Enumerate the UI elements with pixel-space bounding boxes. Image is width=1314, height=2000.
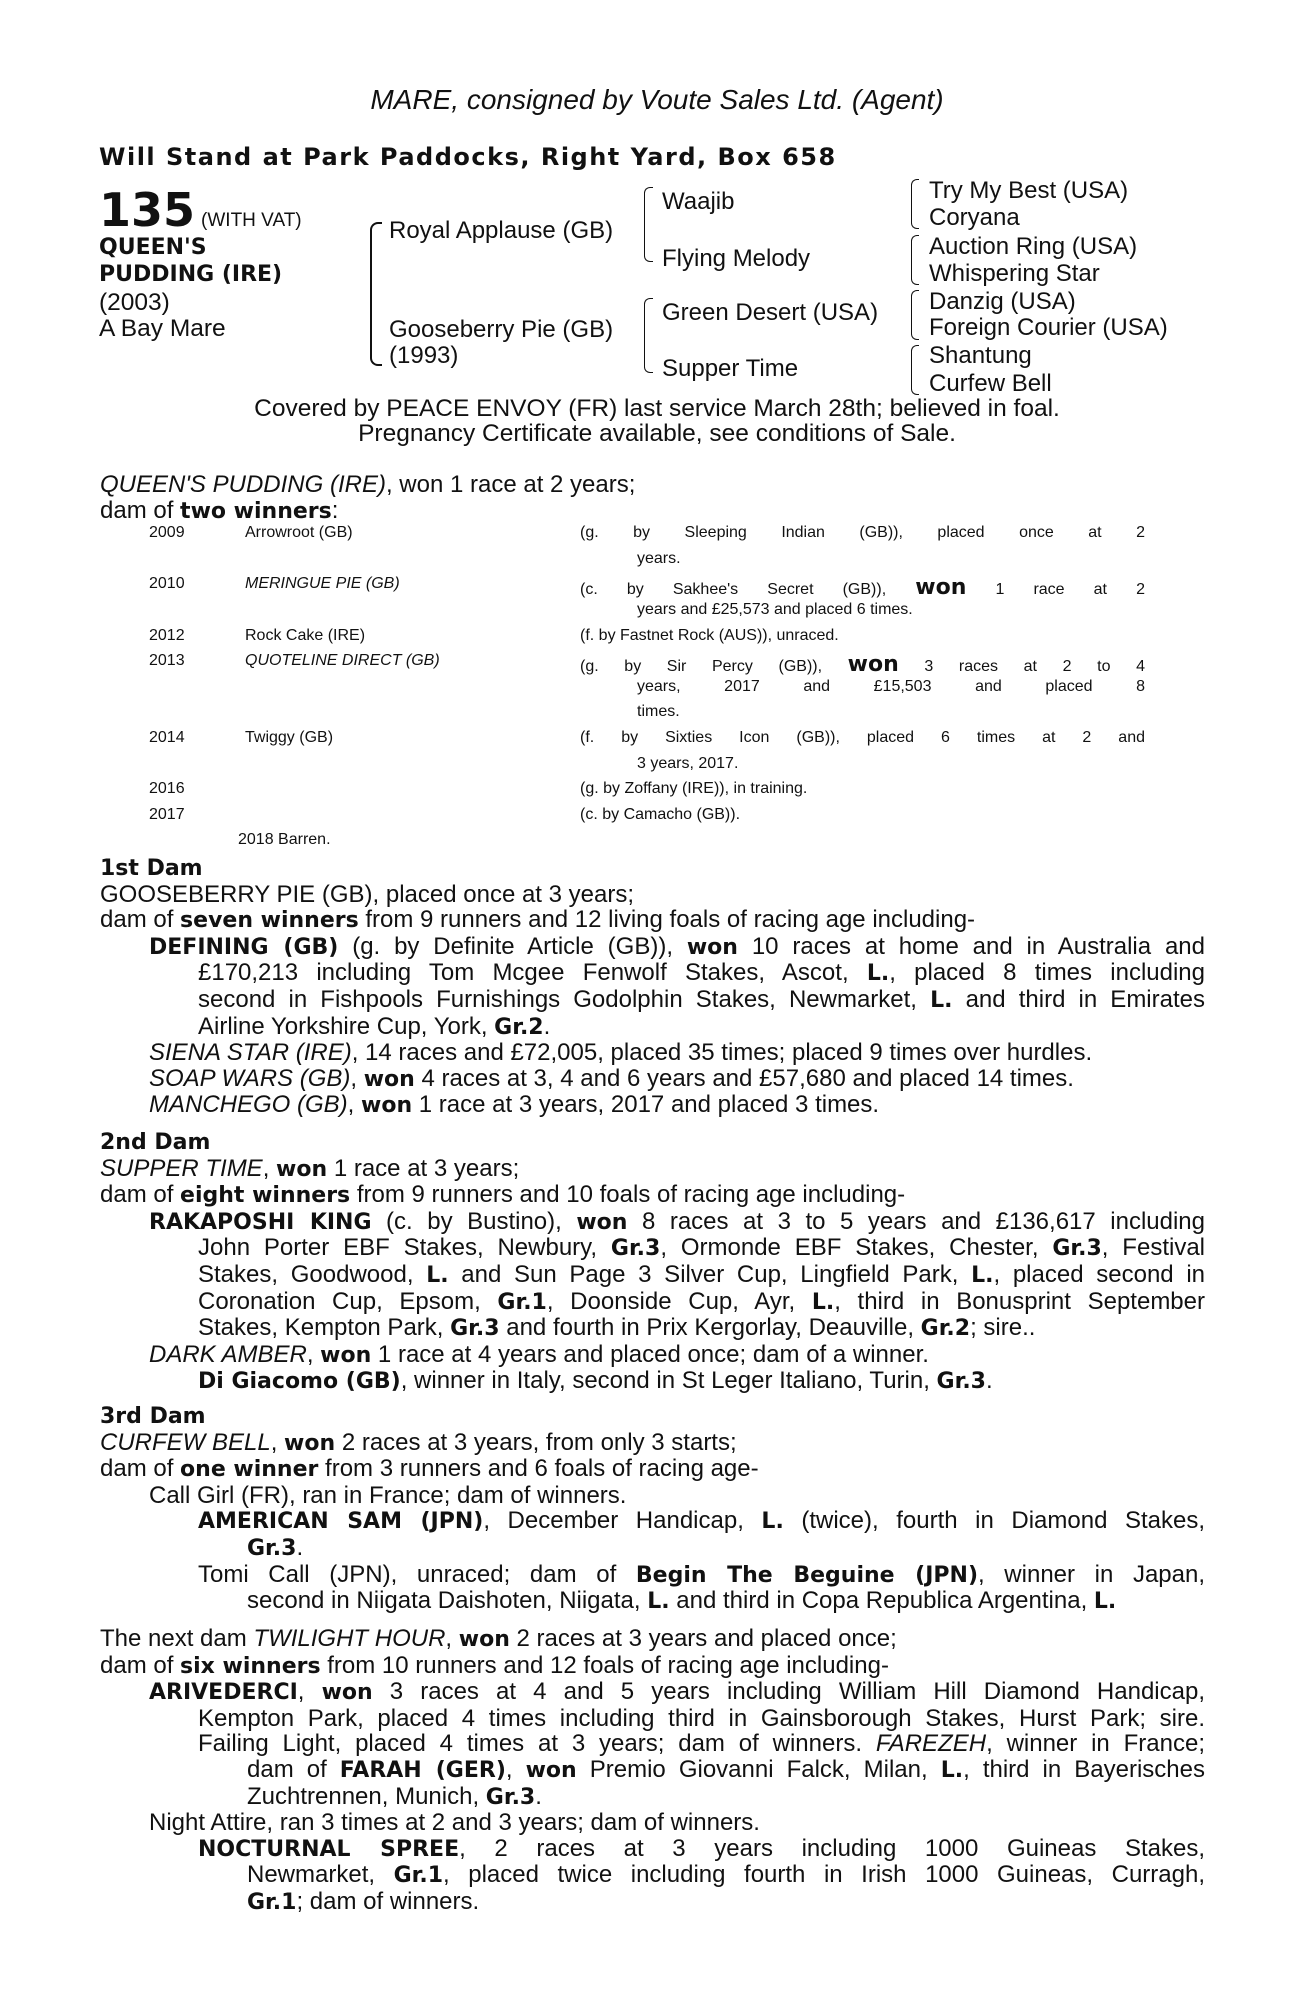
- pedigree-sdd: Whispering Star: [929, 260, 1100, 287]
- next-dam-night-attire: Night Attire, ran 3 times at 2 and 3 years; dam of winners.: [149, 1809, 760, 1837]
- second-dam-rakaposhi-cont: Stakes, Goodwood, L. and Sun Page 3 Silver Cup, Lingfield Park, L., placed second in: [198, 1260, 1206, 1288]
- produce-row: 2012 Rock Cake (IRE) (f. by Fastnet Rock (AUS)), unraced.: [149, 626, 839, 644]
- pedigree-sss: Try My Best (USA): [929, 177, 1129, 204]
- third-dam-american-sam: AMERICAN SAM (JPN), December Handicap, L. (twice), fourth in Diamond Stakes,: [198, 1507, 1206, 1535]
- pedigree-dss: Danzig (USA): [929, 288, 1076, 315]
- consignment-heading: MARE, consigned by Voute Sales Ltd. (Agent): [370, 84, 944, 115]
- pedigree-ss: Waajib: [662, 188, 735, 215]
- stand-location: Will Stand at Park Paddocks, Right Yard, Box 658: [99, 143, 837, 171]
- pregnancy-note: Pregnancy Certificate available, see conditions of Sale.: [358, 420, 956, 447]
- first-dam-section: [100, 856, 1205, 1119]
- produce-row: 2014 Twiggy (GB) (f. by Sixties Icon (GB)), placed 6 times at 2 and: [149, 728, 1145, 746]
- first-dam-heading: 1st Dam: [100, 856, 203, 881]
- produce-row-cont: 3 years, 2017.: [637, 754, 739, 772]
- pedigree-bracket: [911, 290, 919, 340]
- pedigree-dsd: Foreign Courier (USA): [929, 314, 1168, 341]
- produce-row: 2016 (g. by Zoffany (IRE)), in training.: [149, 780, 808, 798]
- pedigree-bracket: [644, 187, 653, 262]
- second-dam-rakaposhi-cont: Coronation Cup, Epsom, Gr.1, Doonside Cup, Ayr, L., third in Bonusprint September: [198, 1287, 1205, 1315]
- second-dam-di-giacomo: Di Giacomo (GB), winner in Italy, second in St Leger Italiano, Turin, Gr.3.: [198, 1367, 993, 1395]
- produce-row: 2013 QUOTELINE DIRECT (GB) (g. by Sir Percy (GB)), won 3 races at 2 to 4: [149, 652, 1146, 678]
- first-dam-defining-cont: Airline Yorkshire Cup, York, Gr.2.: [198, 1012, 551, 1040]
- next-dam-section: [100, 1626, 1205, 1916]
- second-dam-heading: 2nd Dam: [100, 1130, 211, 1155]
- pedigree-bracket: [644, 298, 653, 373]
- next-dam-nocturnal-spree-cont: Newmarket, Gr.1, placed twice including fourth in Irish 1000 Guineas, Curragh,: [247, 1861, 1205, 1889]
- produce-dam-of: dam of two winners:: [100, 496, 339, 524]
- third-dam-american-sam-cont: Gr.3.: [247, 1533, 304, 1561]
- pedigree-bracket: [911, 235, 919, 285]
- second-dam-dark-amber: DARK AMBER, won 1 race at 4 years and placed once; dam of a winner.: [149, 1340, 929, 1368]
- pedigree-sd: Flying Melody: [662, 245, 811, 272]
- third-dam-section: [100, 1404, 1205, 1615]
- pedigree-bracket: [370, 222, 382, 366]
- horse-name-2: PUDDING (IRE): [99, 262, 283, 287]
- third-dam-call-girl: Call Girl (FR), ran in France; dam of winners.: [149, 1481, 627, 1509]
- first-dam-defining: DEFINING (GB) (g. by Definite Article (GB)), won 10 races at home and in Australia and: [149, 932, 1206, 960]
- produce-row: 2010 MERINGUE PIE (GB) (c. by Sakhee's Secret (GB)), won 1 race at 2: [149, 575, 1145, 601]
- next-dam-failing-light-cont: Zuchtrennen, Munich, Gr.3.: [247, 1782, 542, 1810]
- pedigree-sire: Royal Applause (GB): [389, 217, 614, 244]
- first-dam-intro: GOOSEBERRY PIE (GB), placed once at 3 years;: [100, 880, 635, 908]
- first-dam-runner: MANCHEGO (GB), won 1 race at 3 years, 2017 and placed 3 times.: [149, 1091, 880, 1119]
- first-dam-of: dam of seven winners from 9 runners and 12 living foals of racing age including-: [100, 906, 976, 934]
- produce-barren: 2018 Barren.: [238, 831, 331, 849]
- pedigree-ddd: Curfew Bell: [929, 370, 1052, 397]
- pedigree-sds: Auction Ring (USA): [929, 233, 1138, 260]
- pedigree-dds: Shantung: [929, 342, 1032, 369]
- produce-row: 2009 Arrowroot (GB) (g. by Sleeping Indian (GB)), placed once at 2: [149, 524, 1145, 542]
- next-dam-nocturnal-spree: NOCTURNAL SPREE, 2 races at 3 years including 1000 Guineas Stakes,: [198, 1834, 1205, 1862]
- produce-row-cont: times.: [637, 703, 680, 721]
- third-dam-heading: 3rd Dam: [100, 1404, 206, 1429]
- next-dam-arivederci-cont: Kempton Park, placed 4 times including third in Gainsborough Stakes, Hurst Park; sire.: [198, 1704, 1205, 1732]
- third-dam-intro: CURFEW BELL, won 2 races at 3 years, from only 3 starts;: [100, 1428, 737, 1456]
- pedigree-dam: Gooseberry Pie (GB): [389, 316, 614, 343]
- second-dam-of: dam of eight winners from 9 runners and 10 foals of racing age including-: [100, 1181, 906, 1209]
- pedigree-bracket: [911, 179, 919, 229]
- produce-record: [100, 472, 1205, 857]
- pedigree-bracket: [911, 345, 919, 395]
- horse-description: A Bay Mare: [99, 315, 226, 342]
- pedigree-dam-year: (1993): [389, 342, 459, 369]
- lot-number: 135: [99, 183, 196, 237]
- first-dam-runner: SIENA STAR (IRE), 14 races and £72,005, placed 35 times; placed 9 times over hurdles.: [149, 1039, 1093, 1067]
- horse-name-1: QUEEN'S: [99, 235, 207, 260]
- third-dam-tomi-call-cont: second in Niigata Daishoten, Niigata, L. and third in Copa Republica Argentina, L.: [247, 1587, 1117, 1615]
- vat-note: (WITH VAT): [201, 210, 302, 231]
- first-dam-defining-cont: £170,213 including Tom Mcgee Fenwolf Stakes, Ascot, L., placed 8 times including: [198, 959, 1205, 987]
- second-dam-rakaposhi: RAKAPOSHI KING (c. by Bustino), won 8 races at 3 to 5 years and £136,617 including: [149, 1207, 1206, 1235]
- pedigree-dd: Supper Time: [662, 355, 799, 382]
- next-dam-failing-light: Failing Light, placed 4 times at 3 years; dam of winners. FAREZEH, winner in France;: [198, 1730, 1205, 1758]
- next-dam-arivederci: ARIVEDERCI, won 3 races at 4 and 5 years including William Hill Diamond Handicap,: [149, 1678, 1205, 1706]
- second-dam-section: [100, 1130, 1205, 1395]
- pedigree-ds: Green Desert (USA): [662, 299, 879, 326]
- second-dam-rakaposhi-cont: Stakes, Kempton Park, Gr.3 and fourth in Prix Kergorlay, Deauville, Gr.2; sire..: [198, 1314, 1036, 1342]
- first-dam-runner: SOAP WARS (GB), won 4 races at 3, 4 and 6 years and £57,680 and placed 14 times.: [149, 1064, 1074, 1092]
- horse-year: (2003): [99, 289, 170, 316]
- produce-row-cont: years.: [637, 549, 681, 567]
- covered-note: Covered by PEACE ENVOY (FR) last service March 28th; believed in foal.: [254, 395, 1060, 422]
- next-dam-of: dam of six winners from 10 runners and 12 foals of racing age including-: [100, 1651, 889, 1679]
- next-dam-intro: The next dam TWILIGHT HOUR, won 2 races at 3 years and placed once;: [100, 1625, 897, 1652]
- produce-row-cont: years and £25,573 and placed 6 times.: [637, 600, 913, 618]
- lot-info: [99, 183, 302, 237]
- first-dam-defining-cont: second in Fishpools Furnishings Godolphin Stakes, Newmarket, L. and third in Emirates: [198, 985, 1205, 1013]
- pedigree-ssd: Coryana: [929, 204, 1020, 231]
- next-dam-nocturnal-spree-cont: Gr.1; dam of winners.: [247, 1887, 480, 1915]
- third-dam-of: dam of one winner from 3 runners and 6 foals of racing age-: [100, 1455, 759, 1483]
- next-dam-failing-light-cont: dam of FARAH (GER), won Premio Giovanni Falck, Milan, L., third in Bayerisches: [247, 1755, 1206, 1783]
- produce-row-cont: years, 2017 and £15,503 and placed 8: [637, 677, 1145, 695]
- third-dam-tomi-call: Tomi Call (JPN), unraced; dam of Begin The Beguine (JPN), winner in Japan,: [198, 1560, 1206, 1588]
- second-dam-rakaposhi-cont: John Porter EBF Stakes, Newbury, Gr.3, Ormonde EBF Stakes, Chester, Gr.3, Festival: [198, 1234, 1205, 1262]
- produce-intro: QUEEN'S PUDDING (IRE), won 1 race at 2 years;: [100, 471, 636, 498]
- second-dam-intro: SUPPER TIME, won 1 race at 3 years;: [100, 1154, 520, 1182]
- produce-row: 2017 (c. by Camacho (GB)).: [149, 805, 741, 823]
